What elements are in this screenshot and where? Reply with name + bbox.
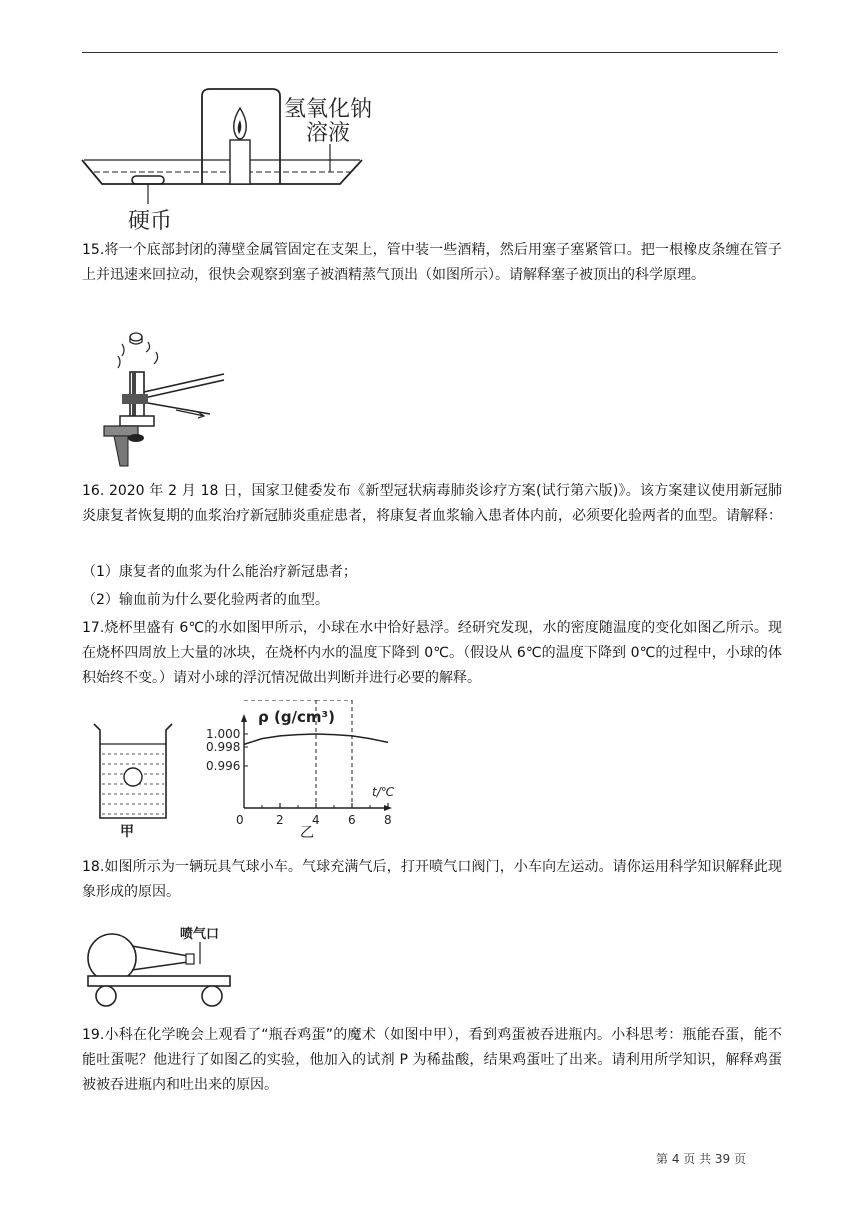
y-axis-label: ρ (g/cm³) [258,708,335,726]
x-tick-label: 6 [348,813,356,827]
density-chart [200,700,410,840]
question-19-text: 19.小科在化学晚会上观看了“瓶吞鸡蛋”的魔术（如图中甲），看到鸡蛋被吞进瓶内。小科思考：瓶能吞蛋，能不能吐蛋呢？他进行了如图乙的实验，他加入的试剂 P 为稀盐酸，结果鸡蛋吐了出来。请利用所学知识，解释鸡蛋被被吞进瓶内和吐出来的原因。 [82,1027,782,1093]
y-tick-label: 0.996 [206,759,241,773]
naoh-candle-figure [80,84,390,234]
coin-label: 硬币 [128,209,173,234]
label-jia: 甲 [120,824,134,838]
question-18-text: 18.如图所示为一辆玩具气球小车。气球充满气后，打开喷气口阀门，小车向左运动。请你运用科学知识解释此现象形成的原因。 [82,859,782,900]
y-tick-label: 1.000 [206,727,241,741]
metal-tube-figure [100,330,250,470]
x-tick-label: 8 [384,813,392,827]
question-16-sub1: （1）康复者的血浆为什么能治疗新冠患者； [82,564,357,580]
y-tick-label: 0.998 [206,740,241,754]
question-15-text: 15.将一个底部封闭的薄壁金属管固定在支架上，管中装一些酒精，然后用塞子塞紧管口。把一根橡皮条缠在管子上并迅速来回拉动，很快会观察到塞子被酒精蒸气顶出（如图所示）。请解释塞子被顶出的科学原理。 [82,242,782,283]
question-17-text: 17.烧杯里盛有 6℃的水如图甲所示，小球在水中恰好悬浮。经研究发现，水的密度随温度的变化如图乙所示。现在烧杯四周放上大量的冰块，在烧杯内水的温度下降到 0℃。（假设从 6℃的温度下降到 0℃的过程中，小球的体积始终不变。）请对小球的浮沉情况做出判断并进行必要的解释。 [82,620,782,686]
balloon-car-figure [84,920,244,1012]
x-tick-label: 4 [312,813,320,827]
label-yi: 乙 [300,825,314,841]
question-16-sub2: （2）输血前为什么要化验两者的血型。 [82,592,329,608]
question-16-text: 16. 2020 年 2 月 18 日，国家卫健委发布《新型冠状病毒肺炎诊疗方案(试行第六版)》。该方案建议使用新冠肺炎康复者恢复期的血浆治疗新冠肺炎重症患者，将康复者血浆输入患者体内前，必须要化验两者的血型。请解释： [82,483,782,524]
x-axis-label: t/℃ [372,785,395,799]
naoh-label-line1: 氢氧化钠 [284,97,373,122]
header-rule [82,52,778,53]
beaker-figure [88,720,188,838]
x-tick-label: 0 [236,813,244,827]
x-tick-label: 2 [276,813,284,827]
nozzle-label: 喷气口 [180,927,220,942]
naoh-label-line2: 溶液 [306,121,351,146]
page-footer: 第 4 页 共 39 页 [656,1152,746,1166]
y-axis-arrow [241,714,247,722]
